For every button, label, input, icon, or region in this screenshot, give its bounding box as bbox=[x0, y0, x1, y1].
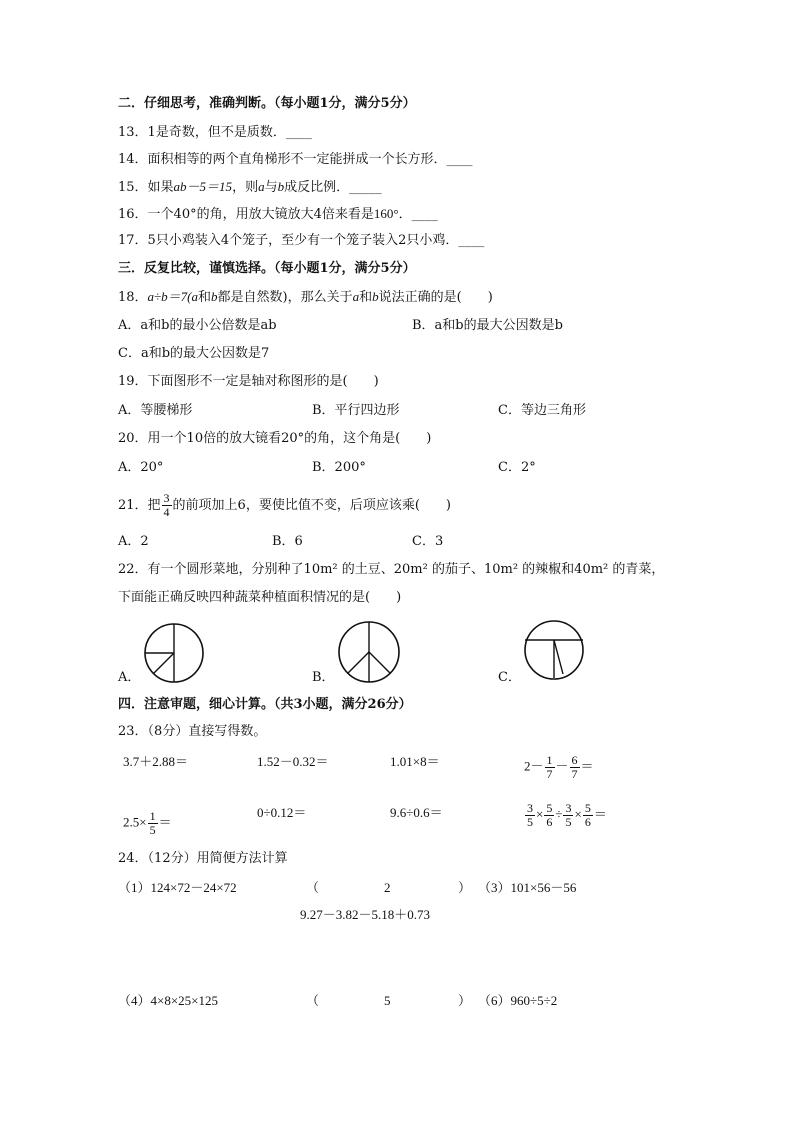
q18-t1: 和 bbox=[198, 290, 212, 305]
calc-0-div-0.12: 0÷0.12＝ bbox=[257, 805, 307, 820]
problem-5-open-paren: （ bbox=[306, 993, 320, 1008]
q15-text-2: 与 bbox=[264, 180, 278, 195]
question-23: 23．（8分）直接写得数。 bbox=[118, 724, 267, 739]
section-heading-choice: 三．反复比较，谨慎选择。（每小题1分，满分5分） bbox=[118, 261, 416, 276]
calc-term: 2.5× bbox=[123, 814, 147, 830]
problem-5-close-paren: ） bbox=[458, 993, 472, 1008]
numerator: 3 bbox=[565, 801, 572, 815]
problem-6: （6）960÷5÷2 bbox=[478, 993, 558, 1008]
question-22-line-1: 22．有一个圆形菜地，分别种了10m² 的土豆、20m² 的茄子、10m² 的辣椒和40m² 的青菜， bbox=[118, 562, 665, 577]
q21-numerator: 3 bbox=[163, 491, 170, 505]
problem-1: （1）124×72－24×72 bbox=[118, 880, 237, 895]
q21-text: 的前项加上6，要使比值不变，后项应该乘( ) bbox=[172, 498, 451, 513]
q19-option-c: C．等边三角形 bbox=[498, 403, 586, 418]
q16-suffix: ．____ bbox=[398, 207, 438, 222]
question-16 bbox=[118, 206, 438, 223]
q15-suffix: 成反比例．_____ bbox=[284, 180, 382, 195]
problem-2-expression: 9.27－3.82－5.18＋0.73 bbox=[300, 907, 431, 922]
denominator: 5 bbox=[149, 823, 156, 837]
q22-option-a-pie bbox=[143, 622, 205, 684]
q18-option-a: A．a和b的最小公倍数是ab bbox=[118, 318, 277, 333]
q22-option-c-pie bbox=[523, 619, 585, 681]
q18-option-c: C．a和b的最大公因数是7 bbox=[118, 346, 270, 361]
question-15 bbox=[118, 179, 382, 196]
q16-text: 16．一个40°的角，用放大镜放大4倍来看是 bbox=[118, 207, 374, 222]
denominator: 7 bbox=[546, 767, 553, 781]
calc-1.52-minus-0.32: 1.52－0.32＝ bbox=[257, 754, 329, 769]
q20-option-c: C．2° bbox=[498, 460, 536, 475]
problem-3: （3）101×56－56 bbox=[478, 880, 577, 895]
q19-option-a: A．等腰梯形 bbox=[118, 403, 193, 418]
fraction-3-5 bbox=[563, 802, 573, 829]
denominator: 6 bbox=[546, 815, 553, 829]
question-24: 24．（12分）用简便方法计算 bbox=[118, 851, 288, 866]
operator: × bbox=[536, 806, 544, 822]
fraction-1-7 bbox=[545, 754, 555, 781]
equals: ＝ bbox=[593, 806, 607, 822]
q18-t2: 都是自然数)，那么关于 bbox=[217, 290, 353, 305]
q20-option-b: B．200° bbox=[312, 460, 366, 475]
denominator: 6 bbox=[584, 815, 591, 829]
q18-t3: 和 bbox=[359, 290, 373, 305]
fraction-3-5 bbox=[525, 802, 535, 829]
q22-option-c-label: C． bbox=[498, 670, 521, 685]
numerator: 6 bbox=[571, 753, 578, 767]
equals: ＝ bbox=[158, 814, 172, 830]
q22-option-a-label: A． bbox=[118, 670, 141, 685]
q21-denominator: 4 bbox=[163, 505, 170, 519]
problem-2-number: 2 bbox=[384, 880, 391, 895]
q18-number: 18． bbox=[118, 290, 148, 305]
question-18 bbox=[118, 289, 493, 306]
calc-3.7-plus-2.88: 3.7＋2.88＝ bbox=[123, 754, 189, 769]
problem-5-number: 5 bbox=[384, 993, 391, 1008]
fraction-5-6 bbox=[544, 802, 554, 829]
question-14: 14．面积相等的两个直角梯形不一定能拼成一个长方形．____ bbox=[118, 152, 473, 167]
q18-var-b2: b bbox=[372, 289, 379, 304]
q21-option-c: C．3 bbox=[412, 534, 444, 549]
calc-9.6-div-0.6: 9.6÷0.6＝ bbox=[390, 805, 443, 820]
question-17: 17．5只小鸡装入4个笼子，至少有一个笼子装入2只小鸡．____ bbox=[118, 233, 485, 248]
numerator: 1 bbox=[149, 809, 156, 823]
q18-option-b: B．a和b的最大公因数是b bbox=[412, 318, 563, 333]
q21-fraction bbox=[162, 492, 172, 519]
q15-expression: ab－5＝15 bbox=[173, 179, 233, 194]
fraction-1-5 bbox=[148, 810, 158, 837]
q20-option-a: A．20° bbox=[118, 460, 164, 475]
calc-term: 2－ bbox=[524, 758, 544, 774]
q19-option-b: B．平行四边形 bbox=[312, 403, 400, 418]
fraction-6-7 bbox=[570, 754, 580, 781]
operator: ÷ bbox=[555, 806, 563, 822]
calc-1.01-times-8: 1.01×8＝ bbox=[390, 754, 440, 769]
q18-t4: 说法正确的是( ) bbox=[378, 290, 493, 305]
question-20: 20．用一个10倍的放大镜看20°的角，这个角是( ) bbox=[118, 431, 432, 446]
section-heading-calculation: 四．注意审题，细心计算。（共3小题，满分26分） bbox=[118, 697, 412, 712]
operator: × bbox=[574, 806, 582, 822]
q15-prefix: 15．如果 bbox=[118, 180, 174, 195]
problem-2-close-paren: ） bbox=[458, 880, 472, 895]
question-22-line-2: 下面能正确反映四种蔬菜种植面积情况的是( ) bbox=[118, 590, 402, 605]
calc-2-minus-fractions bbox=[524, 754, 594, 781]
denominator: 7 bbox=[571, 767, 578, 781]
q22-option-b-pie bbox=[337, 620, 401, 684]
q18-expression: a÷b＝7(a bbox=[147, 289, 199, 304]
question-19: 19．下面图形不一定是轴对称图形的是( ) bbox=[118, 374, 379, 389]
question-13: 13．1是奇数，但不是质数．____ bbox=[118, 125, 312, 140]
operator: － bbox=[555, 758, 569, 774]
denominator: 5 bbox=[565, 815, 572, 829]
q21-prefix: 21．把 bbox=[118, 498, 161, 513]
problem-2-open-paren: （ bbox=[306, 880, 320, 895]
problem-4: （4）4×8×25×125 bbox=[118, 993, 218, 1008]
q15-var-b: b bbox=[277, 179, 285, 194]
q15-var-a: a bbox=[258, 179, 265, 194]
q16-angle: 160° bbox=[373, 206, 399, 221]
numerator: 5 bbox=[584, 801, 591, 815]
q15-text: ，则 bbox=[232, 180, 259, 195]
q21-option-a: A．2 bbox=[118, 534, 149, 549]
calc-fraction-chain bbox=[524, 802, 607, 829]
fraction-5-6 bbox=[583, 802, 593, 829]
numerator: 3 bbox=[527, 801, 533, 815]
q22-option-b-label: B． bbox=[312, 670, 335, 685]
section-heading-judgement: 二．仔细思考，准确判断。（每小题1分，满分5分） bbox=[118, 96, 416, 111]
denominator: 5 bbox=[527, 815, 533, 829]
numerator: 5 bbox=[546, 801, 553, 815]
q21-option-b: B．6 bbox=[272, 534, 303, 549]
calc-2.5-times-fifth bbox=[123, 810, 172, 837]
q18-var-a2: a bbox=[352, 289, 360, 304]
equals: ＝ bbox=[580, 758, 594, 774]
numerator: 1 bbox=[546, 753, 553, 767]
question-21 bbox=[118, 492, 451, 519]
q18-var-b: b bbox=[211, 289, 218, 304]
